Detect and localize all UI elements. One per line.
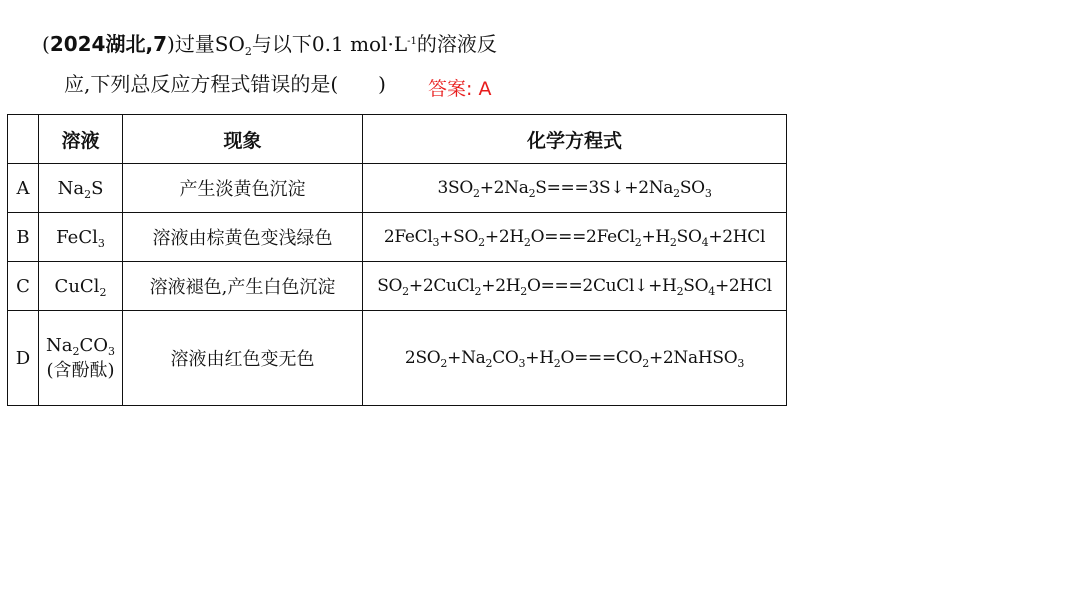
solution-cell — [39, 311, 123, 406]
answer-label: 答案: A — [428, 78, 492, 100]
subscript: 2 — [84, 187, 92, 201]
option-label: A — [8, 164, 39, 213]
equation-cell — [363, 164, 787, 213]
solution-cell — [39, 213, 123, 262]
header-solution: 溶液 — [39, 115, 123, 164]
subscript: 4 — [701, 236, 709, 249]
subscript: 3 — [108, 344, 115, 358]
question-line-1 — [42, 28, 497, 57]
text-run: CO — [79, 334, 108, 356]
question-open-paren: ( — [42, 32, 50, 56]
subscript: 2 — [634, 236, 642, 249]
table-row — [8, 311, 787, 406]
text-run: O===2FeCl — [530, 227, 635, 247]
phenomenon-cell: 溶液褪色,产生白色沉淀 — [123, 262, 363, 311]
text-run: 3SO — [437, 178, 473, 198]
table-row — [8, 213, 787, 262]
question-text-c: 的溶液反 — [416, 32, 497, 56]
text-run: +2H — [484, 227, 524, 247]
text-run: 2SO — [404, 348, 441, 368]
question-text-b: 与以下0.1 mol·L — [251, 32, 408, 56]
text-run: Na — [57, 177, 85, 199]
phenomenon-cell: 溶液由红色变无色 — [123, 311, 363, 406]
text-run: SO — [679, 178, 705, 198]
equation-cell — [363, 262, 787, 311]
option-label: D — [8, 311, 39, 406]
solution-cell — [39, 262, 123, 311]
subscript: 2 — [553, 357, 561, 370]
subscript: 2 — [99, 285, 107, 299]
question-close-paren: ) — [167, 32, 175, 56]
subscript: 2 — [402, 285, 409, 298]
text-run: O===CO — [560, 348, 643, 368]
subscript: 2 — [528, 187, 536, 200]
text-run: CuCl — [54, 275, 100, 297]
subscript: 3 — [704, 187, 712, 200]
subscript: 2 — [472, 187, 480, 200]
text-run: Na — [45, 334, 73, 356]
subscript: 2 — [676, 285, 684, 298]
subscript: 2 — [478, 236, 485, 249]
question-text-a-sub: 2 — [244, 45, 252, 58]
text-run: SO — [683, 276, 709, 296]
text-run: +2H — [481, 276, 521, 296]
text-run: O===2CuCl↓+H — [526, 276, 677, 296]
text-run: +SO — [439, 227, 479, 247]
table-row — [8, 262, 787, 311]
equation-cell — [363, 311, 787, 406]
subscript: 3 — [97, 236, 105, 250]
text-run: +2HCl — [714, 276, 772, 296]
text-run: S — [91, 177, 104, 199]
text-run: S===3S↓+2Na — [535, 178, 674, 198]
question-text-a: 过量SO — [174, 32, 245, 56]
question-source: 2024湖北,7 — [49, 32, 167, 56]
text-run: +H — [525, 348, 554, 368]
subscript: 2 — [642, 357, 649, 370]
subscript: 2 — [523, 236, 531, 249]
text-run: CO — [492, 348, 519, 368]
phenomenon-cell: 溶液由棕黄色变浅绿色 — [123, 213, 363, 262]
text-run: +H — [641, 227, 670, 247]
subscript: 2 — [520, 285, 527, 298]
text-run: 2FeCl — [383, 227, 433, 247]
option-label: B — [8, 213, 39, 262]
text-run: +2Na — [479, 178, 529, 198]
question-line-2: 应,下列总反应方程式错误的是( ) — [64, 72, 386, 96]
solution-cell — [39, 164, 123, 213]
text-run: FeCl — [56, 226, 98, 248]
subscript: 3 — [518, 357, 526, 370]
text-run: +Na — [447, 348, 486, 368]
table-header-row — [8, 115, 787, 164]
header-equation: 化学方程式 — [363, 115, 787, 164]
text-run: SO — [676, 227, 702, 247]
option-label: C — [8, 262, 39, 311]
equation-cell — [363, 213, 787, 262]
subscript: 2 — [474, 285, 482, 298]
subscript: 3 — [432, 236, 440, 249]
text-run: +2HCl — [708, 227, 766, 247]
header-phenomenon: 现象 — [123, 115, 363, 164]
text-run: +2CuCl — [408, 276, 475, 296]
table-row — [8, 164, 787, 213]
options-table — [7, 114, 787, 406]
text-run: (含酚酞) — [46, 359, 115, 381]
header-label-col — [8, 115, 39, 164]
question-text-b-sup: -1 — [407, 36, 417, 47]
subscript: 2 — [72, 344, 80, 358]
subscript: 2 — [440, 357, 448, 370]
subscript: 3 — [737, 357, 745, 370]
subscript: 2 — [485, 357, 493, 370]
subscript: 4 — [708, 285, 715, 298]
phenomenon-cell: 产生淡黄色沉淀 — [123, 164, 363, 213]
text-run: SO — [377, 276, 403, 296]
subscript: 2 — [673, 187, 680, 200]
subscript: 2 — [669, 236, 677, 249]
text-run: +2NaHSO — [648, 348, 738, 368]
